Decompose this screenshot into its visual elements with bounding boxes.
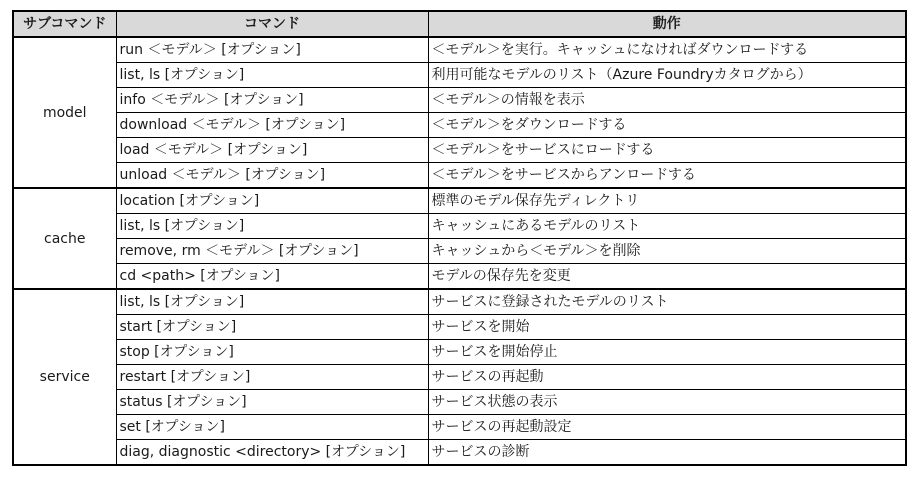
table-row	[13, 163, 906, 189]
action-cell: サービスの診断	[428, 440, 906, 466]
action-cell: サービス状態の表示	[428, 390, 906, 415]
action-cell: サービスを開始	[428, 315, 906, 340]
action-cell: キャッシュにあるモデルのリスト	[428, 214, 906, 239]
command-cell: list, ls [オプション]	[116, 214, 428, 239]
command-cell: remove, rm ＜モデル＞ [オプション]	[116, 239, 428, 264]
command-cell: set [オプション]	[116, 415, 428, 440]
command-cell: restart [オプション]	[116, 365, 428, 390]
table-row	[13, 390, 906, 415]
command-cell: diag, diagnostic <directory> [オプション]	[116, 440, 428, 466]
action-cell: 利用可能なモデルのリスト（Azure Foundryカタログから）	[428, 63, 906, 88]
command-cell: cd <path> [オプション]	[116, 264, 428, 290]
command-table	[12, 10, 907, 466]
table-row	[13, 37, 906, 63]
command-cell: download ＜モデル＞ [オプション]	[116, 113, 428, 138]
command-cell: list, ls [オプション]	[116, 289, 428, 315]
action-cell: ＜モデル＞をダウンロードする	[428, 113, 906, 138]
command-cell: list, ls [オプション]	[116, 63, 428, 88]
header-action: 動作	[428, 11, 906, 37]
table-row	[13, 239, 906, 264]
table-row	[13, 113, 906, 138]
command-cell: location [オプション]	[116, 188, 428, 214]
action-cell: キャッシュから＜モデル＞を削除	[428, 239, 906, 264]
group-model	[13, 37, 906, 188]
subcommand-cell: service	[13, 289, 116, 465]
table-row	[13, 289, 906, 315]
table-row	[13, 88, 906, 113]
subcommand-cell: model	[13, 37, 116, 188]
table-row	[13, 138, 906, 163]
table-row	[13, 440, 906, 466]
group-service	[13, 289, 906, 465]
action-cell: サービスに登録されたモデルのリスト	[428, 289, 906, 315]
command-cell: unload ＜モデル＞ [オプション]	[116, 163, 428, 189]
command-cell: info ＜モデル＞ [オプション]	[116, 88, 428, 113]
action-cell: サービスを開始停止	[428, 340, 906, 365]
table-row	[13, 340, 906, 365]
header-row	[13, 11, 906, 37]
command-cell: load ＜モデル＞ [オプション]	[116, 138, 428, 163]
table-row	[13, 365, 906, 390]
subcommand-cell: cache	[13, 188, 116, 289]
command-cell: run ＜モデル＞ [オプション]	[116, 37, 428, 63]
table-row	[13, 214, 906, 239]
table-row	[13, 315, 906, 340]
table-row	[13, 188, 906, 214]
command-cell: stop [オプション]	[116, 340, 428, 365]
action-cell: サービスの再起動	[428, 365, 906, 390]
action-cell: ＜モデル＞をサービスにロードする	[428, 138, 906, 163]
command-cell: start [オプション]	[116, 315, 428, 340]
action-cell: 標準のモデル保存先ディレクトリ	[428, 188, 906, 214]
header-subcommand: サブコマンド	[13, 11, 116, 37]
action-cell: モデルの保存先を変更	[428, 264, 906, 290]
action-cell: ＜モデル＞を実行。キャッシュになければダウンロードする	[428, 37, 906, 63]
action-cell: サービスの再起動設定	[428, 415, 906, 440]
header-command: コマンド	[116, 11, 428, 37]
action-cell: ＜モデル＞をサービスからアンロードする	[428, 163, 906, 189]
table-row	[13, 264, 906, 290]
table-row	[13, 63, 906, 88]
group-cache	[13, 188, 906, 289]
action-cell: ＜モデル＞の情報を表示	[428, 88, 906, 113]
table-row	[13, 415, 906, 440]
command-cell: status [オプション]	[116, 390, 428, 415]
